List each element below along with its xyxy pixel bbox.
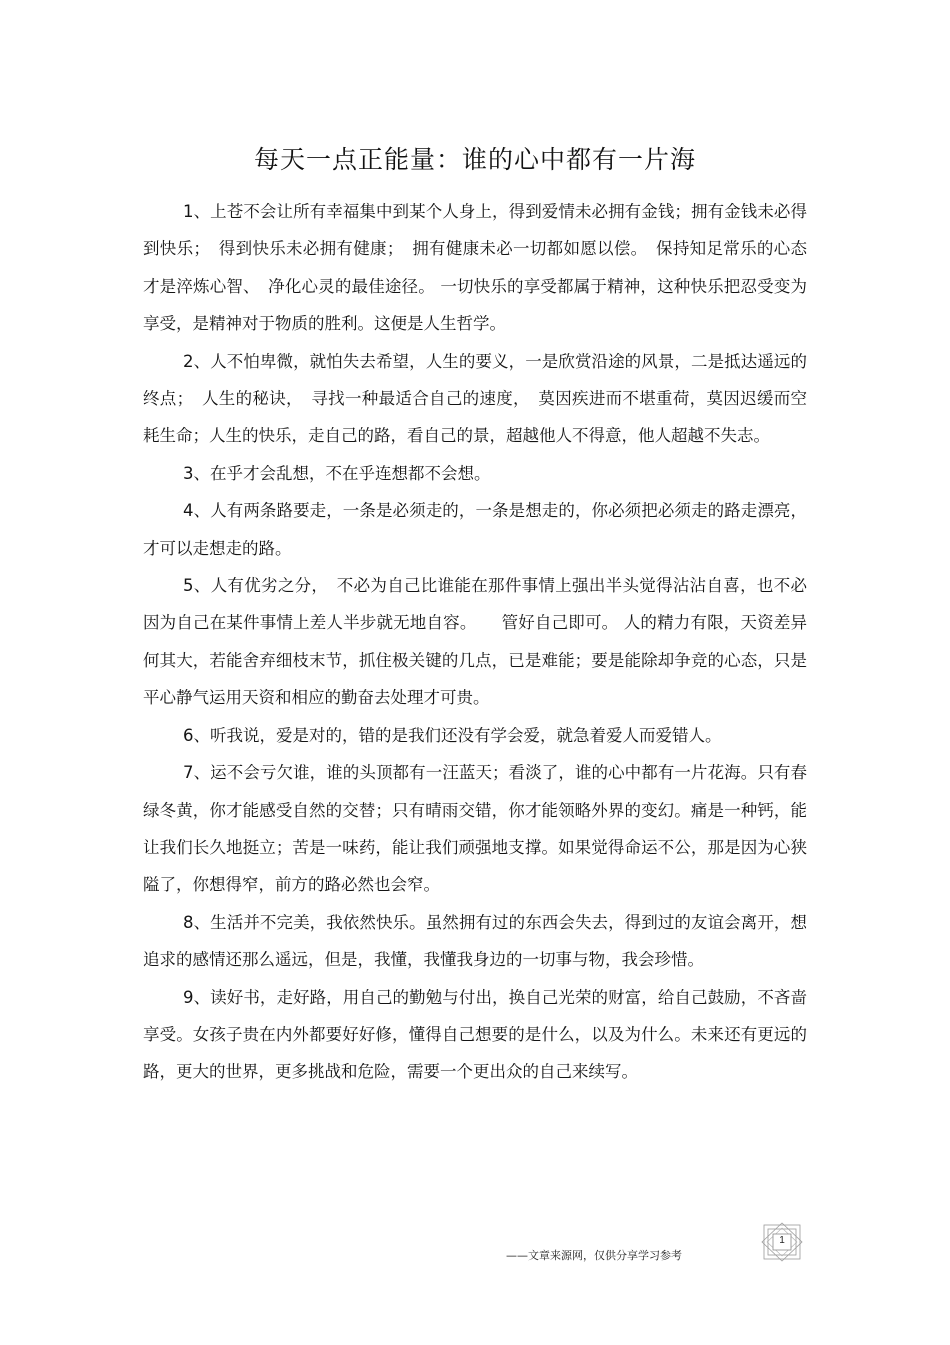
page-number-badge <box>760 1222 804 1262</box>
document-body <box>143 193 807 1091</box>
document-title: 每天一点正能量：谁的心中都有一片海 <box>253 145 696 174</box>
paragraph-8: 8、生活并不完美，我依然快乐。虽然拥有过的东西会失去，得到过的友谊会离开，想追求的感情还那么遥远，但是，我懂，我懂我身边的一切事与物，我会珍惜。 <box>143 912 807 970</box>
paragraph-3: 3、在乎才会乱想，不在乎连想都不会想。 <box>183 463 491 483</box>
paragraph-7: 7、运不会亏欠谁，谁的头顶都有一汪蓝天；看淡了，谁的心中都有一片花海。只有春绿冬黄，你才能感受自然的交替；只有晴雨交错，你才能领略外界的变幻。痛是一种钙，能让我们长久地挺立；苦是一味药，能让我们顽强地支撑。如果觉得命运不公，那是因为心狭隘了，你想得窄，前方的路必然也会窄。 <box>143 763 807 895</box>
paragraph-5: 5、人有优劣之分， 不必为自己比谁能在那件事情上强出半头觉得沾沾自喜，也不必因为自己在某件事情上差人半步就无地自容。 管好自己即可。 人的精力有限，天资差异何其大，若能舍弃细枝末节，抓住极关键的几点，已是难能；要是能除却争竞的心态，只是平心静气运用天资和相应的勤奋去处理才可贵。 <box>143 576 807 708</box>
paragraph-2: 2、人不怕卑微，就怕失去希望，人生的要义，一是欣赏沿途的风景，二是抵达遥远的终点； 人生的秘诀， 寻找一种最适合自己的速度， 莫因疾进而不堪重荷，莫因迟缓而空耗生命；人生的快乐，走自己的路，看自己的景，超越他人不得意，他人超越不失志。 <box>143 351 807 446</box>
source-note: ——文章来源网，仅供分享学习参考 <box>506 1249 682 1262</box>
paragraph-1: 1、上苍不会让所有幸福集中到某个人身上，得到爱情未必拥有金钱；拥有金钱未必得到快乐； 得到快乐未必拥有健康； 拥有健康未必一切都如愿以偿。 保持知足常乐的心态才是淬炼心智、 净化心灵的最佳途径。 一切快乐的享受都属于精神，这种快乐把忍受变为享受，是精神对于物质的胜利。这便是人生哲学。 <box>143 202 807 334</box>
page-number: 1 <box>779 1235 785 1246</box>
paragraph-9: 9、读好书，走好路，用自己的勤勉与付出，换自己光荣的财富，给自己鼓励，不吝啬享受。女孩子贵在内外都要好好修，懂得自己想要的是什么，以及为什么。未来还有更远的路，更大的世界，更多挑战和危险，需要一个更出众的自己来续写。 <box>143 987 807 1082</box>
paragraph-4: 4、人有两条路要走，一条是必须走的，一条是想走的，你必须把必须走的路走漂亮，才可以走想走的路。 <box>143 501 807 558</box>
paragraph-6: 6、听我说，爱是对的，错的是我们还没有学会爱，就急着爱人而爱错人。 <box>183 725 722 745</box>
